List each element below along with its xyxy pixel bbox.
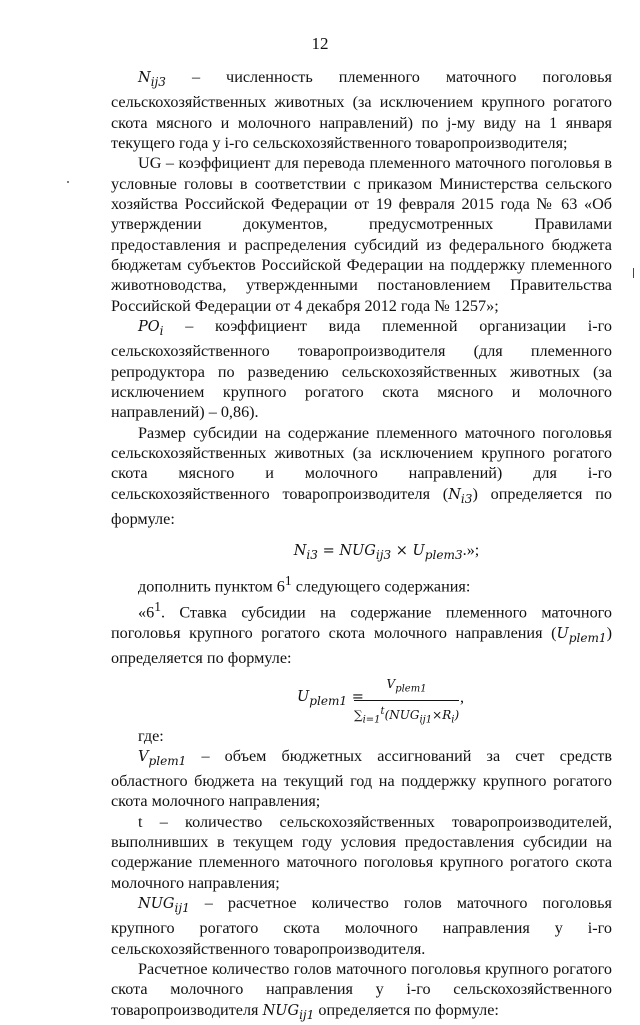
paragraph-nug-ij1: $NUG_{ij1}$ – расчетное количество голов маточного поголовья крупного рогатого скота молочного направления у i-го сельскохозяйственного товаропроизводителя. <box>111 894 612 958</box>
formula-lhs: $U_{plem1}$ = <box>297 688 364 708</box>
math-po-i: $PO_i$ <box>138 319 164 338</box>
fraction-numerator: $V_{plem1}$ <box>354 674 459 702</box>
paragraph-subsidy-size: Размер субсидии на содержание племенного маточного поголовья сельскохозяйственных животных (за исключением крупного рогатого скота мясного и молочного направлений) для i-го сельскохозяйственного товаропроизводителя $(N_{i3})$ определяется по формуле: <box>111 423 612 528</box>
math-n-i3: $N_{i3}$ <box>448 486 473 506</box>
scan-mark <box>633 268 634 278</box>
paragraph-estimated-count: Расчетное количество голов маточного поголовья крупного рогатого скота молочного направления у i-го сельскохозяйственного товаропроизводителя $NUG_{ij1}$ определяется по формуле: <box>111 960 612 1022</box>
math-n-ij3: $N_{ij3}$ <box>138 70 166 89</box>
paragraph-ug: UG – коэффициент для перевода племенного маточного поголовья в условные головы в соответствии с приказом Министерства сельского хозяйства Российской Федерации от 19 февраля 2015 года № 63 «Об утверждении документов, предусмотренных Правилами предоставления и распределения субсидий из федерального бюджета бюджетам субъектов Российской Федерации на поддержку племенного животноводства, утвержденными постановлением Правительства Российской Федерации от 4 декабря 2012 года № 1257»; <box>111 154 612 315</box>
scan-speck <box>67 181 69 183</box>
paragraph-add-point: дополнить пунктом $6^1$ следующего содержания: <box>138 573 471 596</box>
document-body <box>111 67 612 1025</box>
page-number: 12 <box>311 34 329 53</box>
fraction-denominator: $\sum_{i=1}^t(NUG_{ij1}\times R_i)$ <box>354 706 460 726</box>
paragraph-t: t – количество сельскохозяйственных товаропроизводителей, выполнивших в текущем году условия предоставления субсидии на содержание племенного маточного поголовья крупного рогатого скота молочного направления; <box>111 812 612 892</box>
formula-fraction <box>354 674 459 731</box>
paragraph-v-plem1: $V_{plem1}$ – объем бюджетных ассигнований за счет средств областного бюджета на текущий год на поддержку крупного рогатого скота молочного направления; <box>111 746 612 811</box>
math-nug-ij1: $NUG_{ij1}$ <box>138 896 190 916</box>
formula-u-plem1 <box>111 669 612 726</box>
paragraph-n-ij3: $N_{ij3}$ – численность племенного маточного поголовья сельскохозяйственных животных (за исключением крупного рогатого скота мясного и молочного направлений) по j-му виду на 1 января текущего года у i-го сельскохозяйственного товаропроизводителя; <box>111 68 612 152</box>
formula-comma: , <box>460 687 465 706</box>
formula-n-i3: $N_{i3} = NUG_{ij3} \times U_{plem3}$.»; <box>293 541 480 563</box>
math-nug-ij1-inline: $NUG_{ij1}$ <box>262 1002 315 1022</box>
paragraph-where: где: <box>138 726 164 745</box>
paragraph-po-i: $PO_i$ – коэффициент вида племенной организации i-го сельскохозяйственного товаропроизводителя (для племенного репродуктора по разведению сельскохозяйственных животных (за исключением крупного рогатого скота мясного и молочного направлений) – 0,86). <box>111 317 612 422</box>
paragraph-point-6-1: «$6^1$. Ставка субсидии на содержание племенного маточного поголовья крупного рогатого скота молочного направления $(U_{plem1})$ определяется по формуле: <box>111 599 612 668</box>
math-v-plem1: $V_{plem1}$ <box>138 748 187 768</box>
math-u-plem1: $U_{plem1}$ <box>556 625 607 645</box>
